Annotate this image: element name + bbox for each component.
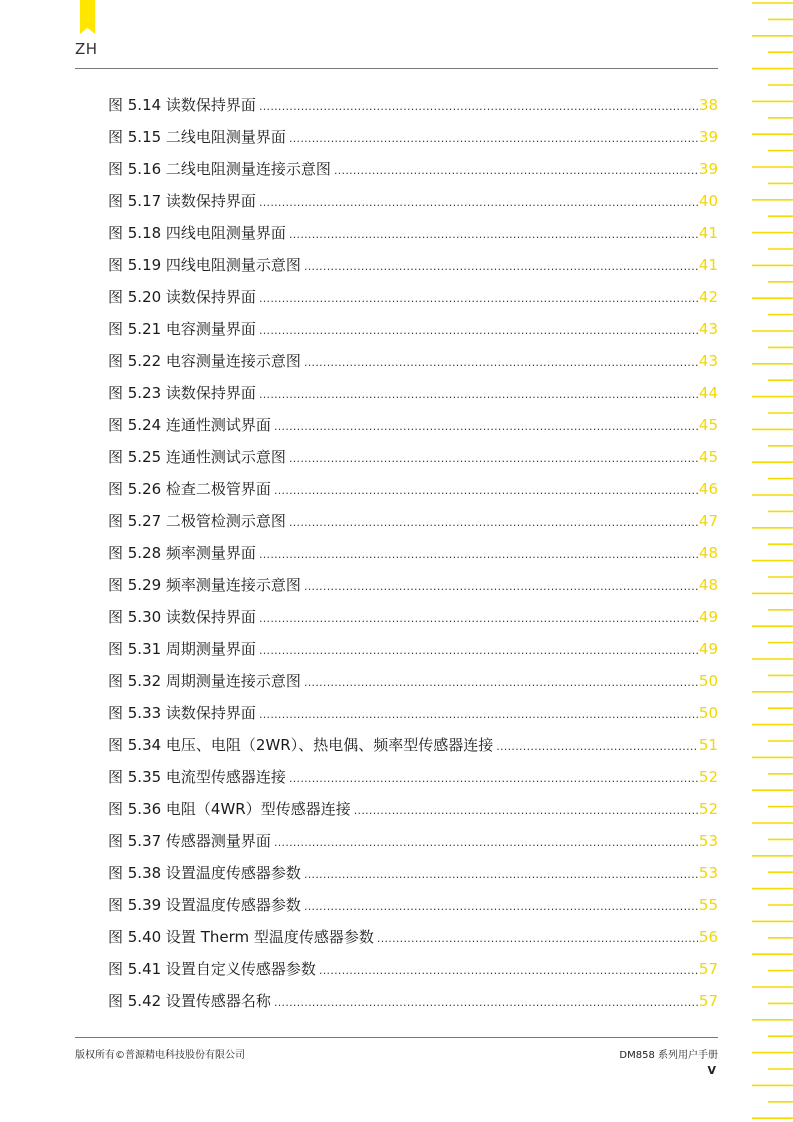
toc-entry[interactable] — [108, 126, 718, 158]
toc-entry-label: 图 5.41 设置自定义传感器参数 — [108, 960, 316, 978]
toc-entry-page-link[interactable]: 42 — [698, 288, 718, 306]
footer-manual-title: DM858 系列用户手册 — [619, 1050, 718, 1061]
toc-leader-dots — [354, 804, 698, 817]
toc-entry-page-link[interactable]: 53 — [698, 864, 718, 882]
toc-entry[interactable] — [108, 542, 718, 574]
language-label: ZH — [75, 40, 98, 58]
toc-leader-dots — [377, 932, 698, 945]
toc-entry-label: 图 5.36 电阻（4WR）型传感器连接 — [108, 800, 351, 818]
toc-entry[interactable] — [108, 158, 718, 190]
toc-entry-label: 图 5.21 电容测量界面 — [108, 320, 256, 338]
toc-entry-page-link[interactable]: 51 — [698, 736, 718, 754]
header-divider — [75, 68, 718, 69]
toc-entry-label: 图 5.23 读数保持界面 — [108, 384, 256, 402]
toc-entry[interactable] — [108, 798, 718, 830]
toc-entry[interactable] — [108, 894, 718, 926]
toc-entry[interactable] — [108, 926, 718, 958]
toc-entry[interactable] — [108, 414, 718, 446]
toc-leader-dots — [304, 676, 698, 689]
toc-entry[interactable] — [108, 254, 718, 286]
toc-entry-page-link[interactable]: 50 — [698, 672, 718, 690]
toc-entry[interactable] — [108, 286, 718, 318]
toc-entry[interactable] — [108, 382, 718, 414]
toc-entry-page-link[interactable]: 57 — [698, 960, 718, 978]
toc-entry-page-link[interactable]: 43 — [698, 320, 718, 338]
toc-entry-page-link[interactable]: 45 — [698, 416, 718, 434]
footer-copyright: 版权所有©普源精电科技股份有限公司 — [75, 1050, 245, 1061]
toc-leader-dots — [289, 132, 698, 145]
toc-entry-label: 图 5.38 设置温度传感器参数 — [108, 864, 301, 882]
toc-entry-page-link[interactable]: 39 — [698, 128, 718, 146]
toc-leader-dots — [274, 484, 698, 497]
toc-entry[interactable] — [108, 446, 718, 478]
toc-entry[interactable] — [108, 862, 718, 894]
toc-entry[interactable] — [108, 94, 718, 126]
toc-leader-dots — [334, 164, 698, 177]
toc-leader-dots — [304, 868, 698, 881]
toc-entry-label: 图 5.16 二线电阻测量连接示意图 — [108, 160, 331, 178]
toc-entry[interactable] — [108, 990, 718, 1022]
toc-leader-dots — [304, 580, 698, 593]
toc-entry-label: 图 5.37 传感器测量界面 — [108, 832, 271, 850]
toc-entry[interactable] — [108, 350, 718, 382]
toc-leader-dots — [259, 708, 698, 721]
toc-entry-label: 图 5.32 周期测量连接示意图 — [108, 672, 301, 690]
toc-leader-dots — [289, 516, 698, 529]
toc-entry-page-link[interactable]: 49 — [698, 608, 718, 626]
toc-entry-label: 图 5.24 连通性测试界面 — [108, 416, 271, 434]
toc-leader-dots — [259, 388, 698, 401]
toc-entry-label: 图 5.26 检查二极管界面 — [108, 480, 271, 498]
toc-entry-page-link[interactable]: 47 — [698, 512, 718, 530]
toc-entry-page-link[interactable]: 48 — [698, 544, 718, 562]
toc-leader-dots — [259, 292, 698, 305]
toc-leader-dots — [496, 740, 698, 753]
toc-entry-page-link[interactable]: 53 — [698, 832, 718, 850]
toc-entry-label: 图 5.34 电压、电阻（2WR）、热电偶、频率型传感器连接 — [108, 736, 494, 754]
toc-entry-page-link[interactable]: 48 — [698, 576, 718, 594]
toc-leader-dots — [304, 260, 698, 273]
toc-leader-dots — [274, 996, 698, 1009]
toc-entry-label: 图 5.15 二线电阻测量界面 — [108, 128, 286, 146]
toc-entry-page-link[interactable]: 56 — [698, 928, 718, 946]
toc-leader-dots — [289, 772, 698, 785]
toc-leader-dots — [319, 964, 698, 977]
toc-entry-page-link[interactable]: 49 — [698, 640, 718, 658]
toc-entry[interactable] — [108, 478, 718, 510]
toc-entry-page-link[interactable]: 52 — [698, 800, 718, 818]
toc-entry[interactable] — [108, 510, 718, 542]
toc-leader-dots — [259, 100, 698, 113]
toc-leader-dots — [259, 324, 698, 337]
toc-entry-page-link[interactable]: 46 — [698, 480, 718, 498]
toc-entry-page-link[interactable]: 45 — [698, 448, 718, 466]
toc-entry-page-link[interactable]: 38 — [698, 96, 718, 114]
toc-entry-label: 图 5.14 读数保持界面 — [108, 96, 256, 114]
toc-entry-label: 图 5.17 读数保持界面 — [108, 192, 256, 210]
toc-entry-label: 图 5.27 二极管检测示意图 — [108, 512, 286, 530]
toc-entry-label: 图 5.20 读数保持界面 — [108, 288, 256, 306]
toc-entry-label: 图 5.19 四线电阻测量示意图 — [108, 256, 301, 274]
toc-leader-dots — [289, 452, 698, 465]
toc-entry[interactable] — [108, 638, 718, 670]
toc-leader-dots — [259, 196, 698, 209]
toc-entry-label: 图 5.22 电容测量连接示意图 — [108, 352, 301, 370]
toc-entry-label: 图 5.25 连通性测试示意图 — [108, 448, 286, 466]
toc-leader-dots — [259, 548, 698, 561]
toc-entry[interactable] — [108, 830, 718, 862]
toc-entry[interactable] — [108, 574, 718, 606]
toc-entry-page-link[interactable]: 39 — [698, 160, 718, 178]
toc-entry[interactable] — [108, 222, 718, 254]
toc-entry[interactable] — [108, 766, 718, 798]
toc-entry-page-link[interactable]: 43 — [698, 352, 718, 370]
chapter-tab-marker — [80, 0, 95, 34]
toc-leader-dots — [274, 836, 698, 849]
toc-entry[interactable] — [108, 734, 718, 766]
toc-entry-label: 图 5.30 读数保持界面 — [108, 608, 256, 626]
figure-list — [108, 94, 718, 1022]
toc-entry-page-link[interactable]: 41 — [698, 224, 718, 242]
toc-entry-label: 图 5.35 电流型传感器连接 — [108, 768, 286, 786]
toc-leader-dots — [304, 900, 698, 913]
toc-entry-label: 图 5.18 四线电阻测量界面 — [108, 224, 286, 242]
toc-entry[interactable] — [108, 670, 718, 702]
toc-entry-label: 图 5.33 读数保持界面 — [108, 704, 256, 722]
toc-leader-dots — [259, 612, 698, 625]
toc-entry-page-link[interactable]: 50 — [698, 704, 718, 722]
toc-entry-page-link[interactable]: 44 — [698, 384, 718, 402]
toc-entry-page-link[interactable]: 57 — [698, 992, 718, 1010]
toc-leader-dots — [289, 228, 698, 241]
toc-entry-label: 图 5.39 设置温度传感器参数 — [108, 896, 301, 914]
toc-entry-label: 图 5.42 设置传感器名称 — [108, 992, 271, 1010]
footer-divider — [75, 1037, 718, 1038]
toc-entry-page-link[interactable]: 52 — [698, 768, 718, 786]
toc-entry-label: 图 5.40 设置 Therm 型温度传感器参数 — [108, 928, 374, 946]
toc-entry[interactable] — [108, 958, 718, 990]
toc-entry-page-link[interactable]: 40 — [698, 192, 718, 210]
toc-entry-label: 图 5.31 周期测量界面 — [108, 640, 256, 658]
toc-leader-dots — [274, 420, 698, 433]
toc-leader-dots — [259, 644, 698, 657]
toc-entry[interactable] — [108, 190, 718, 222]
toc-entry-page-link[interactable]: 55 — [698, 896, 718, 914]
toc-entry-label: 图 5.28 频率测量界面 — [108, 544, 256, 562]
toc-entry-page-link[interactable]: 41 — [698, 256, 718, 274]
toc-leader-dots — [304, 356, 698, 369]
page-number: V — [707, 1064, 716, 1077]
toc-entry[interactable] — [108, 318, 718, 350]
toc-entry-label: 图 5.29 频率测量连接示意图 — [108, 576, 301, 594]
toc-entry[interactable] — [108, 702, 718, 734]
toc-entry[interactable] — [108, 606, 718, 638]
